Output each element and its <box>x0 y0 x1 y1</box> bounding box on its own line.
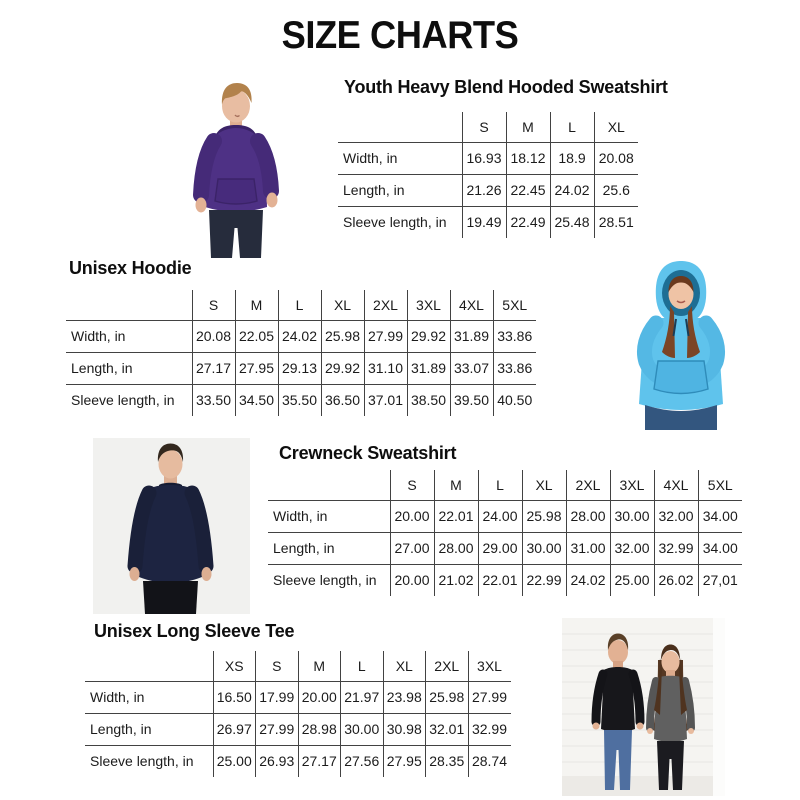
measurement-row <box>66 352 536 384</box>
measurement-value: 36.50 <box>321 384 364 416</box>
measurement-value: 38.50 <box>407 384 450 416</box>
measurement-row <box>338 206 638 238</box>
size-column-header: XL <box>594 112 638 142</box>
measurement-value: 33.50 <box>192 384 235 416</box>
measurement-value: 21.02 <box>434 564 478 596</box>
size-column-header: S <box>462 112 506 142</box>
man-pants <box>143 581 198 614</box>
size-column-header: 2XL <box>426 651 469 681</box>
size-column-header: M <box>298 651 341 681</box>
size-column-header: 5XL <box>493 290 536 320</box>
size-column-header: L <box>341 651 384 681</box>
measurement-value: 27,01 <box>698 564 742 596</box>
boy-left-hand <box>196 198 207 213</box>
size-column-header: 2XL <box>566 470 610 500</box>
size-table-unisex-hoodie <box>66 290 536 416</box>
size-column-header: M <box>506 112 550 142</box>
size-column-header: 5XL <box>698 470 742 500</box>
corner-cell <box>66 290 192 320</box>
measurement-value: 18.12 <box>506 142 550 174</box>
size-header-row <box>66 290 536 320</box>
section-heading-crewneck-sweatshirt: Crewneck Sweatshirt <box>279 443 457 463</box>
measurement-value: 27.17 <box>298 745 341 777</box>
measurement-label: Sleeve length, in <box>90 753 194 770</box>
measurement-value: 16.93 <box>462 142 506 174</box>
wall-edge <box>713 618 725 796</box>
size-table-crewneck-sweatshirt <box>268 470 742 596</box>
measurement-value: 29.00 <box>478 532 522 564</box>
measurement-value: 31.00 <box>566 532 610 564</box>
measurement-value: 27.99 <box>256 713 299 745</box>
measurement-label: Width, in <box>343 150 398 166</box>
measurement-value: 31.89 <box>450 320 493 352</box>
measurement-value: 22.49 <box>506 206 550 238</box>
photo-boy-purple-hoodie <box>148 78 320 258</box>
measurement-label: Length, in <box>343 182 405 198</box>
measurement-value: 24.02 <box>566 564 610 596</box>
measurement-value: 32.99 <box>468 713 511 745</box>
tee-woman-right-hand <box>688 728 694 734</box>
measurement-value: 21.26 <box>462 174 506 206</box>
measurement-value: 27.00 <box>390 532 434 564</box>
measurement-value: 20.00 <box>390 500 434 532</box>
measurement-label: Width, in <box>90 689 145 705</box>
measurement-value: 17.99 <box>256 681 299 713</box>
measurement-value: 20.00 <box>298 681 341 713</box>
measurement-row <box>85 713 511 745</box>
size-header-row <box>85 651 511 681</box>
boy-figure-illustration <box>148 78 320 258</box>
floor <box>562 776 725 796</box>
measurement-value: 28.00 <box>566 500 610 532</box>
measurement-value: 29.92 <box>321 352 364 384</box>
measurement-label: Length, in <box>71 360 133 376</box>
measurement-value: 22.05 <box>235 320 278 352</box>
measurement-value: 27.99 <box>364 320 407 352</box>
size-header-row <box>268 470 742 500</box>
couple-figure-illustration <box>562 618 725 796</box>
corner-cell <box>338 112 462 142</box>
measurement-value: 28.51 <box>594 206 638 238</box>
measurement-value: 22.01 <box>478 564 522 596</box>
page-title: SIZE CHARTS <box>281 14 519 57</box>
measurement-row <box>85 745 511 777</box>
size-column-header: 4XL <box>654 470 698 500</box>
section-heading-unisex-hoodie: Unisex Hoodie <box>69 258 192 278</box>
measurement-label: Width, in <box>273 508 328 524</box>
measurement-value: 25.98 <box>522 500 566 532</box>
man-figure-illustration <box>93 438 250 614</box>
size-header-row <box>338 112 638 142</box>
size-column-header: XL <box>522 470 566 500</box>
measurement-value: 22.01 <box>434 500 478 532</box>
measurement-value: 20.08 <box>192 320 235 352</box>
boy-right-hand <box>267 193 278 208</box>
measurement-value: 34.00 <box>698 532 742 564</box>
tee-woman-face <box>662 651 680 673</box>
size-column-header: 3XL <box>610 470 654 500</box>
measurement-value: 33.07 <box>450 352 493 384</box>
kangaroo-pocket <box>215 179 257 204</box>
measurement-value: 25.98 <box>321 320 364 352</box>
size-column-header: 2XL <box>364 290 407 320</box>
measurement-value: 34.50 <box>235 384 278 416</box>
measurement-row <box>338 142 638 174</box>
measurement-value: 29.92 <box>407 320 450 352</box>
measurement-value: 27.56 <box>341 745 384 777</box>
measurement-row <box>268 532 742 564</box>
measurement-value: 21.97 <box>341 681 384 713</box>
measurement-row <box>268 564 742 596</box>
woman-figure-illustration <box>590 256 772 430</box>
measurement-value: 28.98 <box>298 713 341 745</box>
size-column-header: 3XL <box>407 290 450 320</box>
size-column-header: XL <box>383 651 426 681</box>
man-left-hand <box>130 567 140 581</box>
measurement-value: 20.08 <box>594 142 638 174</box>
measurement-value: 22.99 <box>522 564 566 596</box>
size-table-unisex-long-sleeve-tee <box>85 651 511 777</box>
photo-couple-long-sleeve-tees <box>562 618 725 796</box>
measurement-value: 28.74 <box>468 745 511 777</box>
section-heading-youth-hooded-sweatshirt: Youth Heavy Blend Hooded Sweatshirt <box>344 77 668 97</box>
measurement-value: 39.50 <box>450 384 493 416</box>
measurement-row <box>338 174 638 206</box>
measurement-value: 26.97 <box>213 713 256 745</box>
measurement-value: 28.00 <box>434 532 478 564</box>
measurement-value: 32.00 <box>610 532 654 564</box>
tee-man-left-hand <box>593 723 600 730</box>
measurement-value: 32.99 <box>654 532 698 564</box>
tee-man-right-hand <box>637 723 644 730</box>
measurement-row <box>66 320 536 352</box>
size-column-header: 4XL <box>450 290 493 320</box>
measurement-value: 18.9 <box>550 142 594 174</box>
size-column-header: M <box>235 290 278 320</box>
measurement-label: Sleeve length, in <box>343 214 447 231</box>
measurement-value: 26.02 <box>654 564 698 596</box>
measurement-value: 35.50 <box>278 384 321 416</box>
measurement-value: 26.93 <box>256 745 299 777</box>
measurement-value: 25.00 <box>610 564 654 596</box>
measurement-value: 30.00 <box>610 500 654 532</box>
measurement-value: 34.00 <box>698 500 742 532</box>
kangaroo-pocket <box>654 361 708 394</box>
measurement-value: 25.98 <box>426 681 469 713</box>
size-column-header: L <box>550 112 594 142</box>
measurement-value: 28.35 <box>426 745 469 777</box>
measurement-value: 24.02 <box>550 174 594 206</box>
section-heading-unisex-long-sleeve-tee: Unisex Long Sleeve Tee <box>94 621 295 641</box>
measurement-value: 29.13 <box>278 352 321 384</box>
measurement-value: 30.98 <box>383 713 426 745</box>
measurement-value: 25.00 <box>213 745 256 777</box>
size-column-header: L <box>478 470 522 500</box>
photo-woman-blue-hoodie <box>590 256 772 430</box>
measurement-value: 33.86 <box>493 352 536 384</box>
measurement-row <box>268 500 742 532</box>
measurement-label: Sleeve length, in <box>71 392 175 409</box>
measurement-value: 27.95 <box>383 745 426 777</box>
size-column-header: S <box>192 290 235 320</box>
size-column-header: M <box>434 470 478 500</box>
measurement-value: 24.02 <box>278 320 321 352</box>
measurement-label: Length, in <box>90 721 152 737</box>
size-column-header: L <box>278 290 321 320</box>
measurement-value: 32.00 <box>654 500 698 532</box>
measurement-value: 27.17 <box>192 352 235 384</box>
measurement-value: 37.01 <box>364 384 407 416</box>
photo-man-navy-crewneck <box>93 438 250 614</box>
size-column-header: XL <box>321 290 364 320</box>
size-column-header: S <box>256 651 299 681</box>
measurement-value: 27.99 <box>468 681 511 713</box>
measurement-value: 23.98 <box>383 681 426 713</box>
measurement-value: 24.00 <box>478 500 522 532</box>
size-column-header: S <box>390 470 434 500</box>
measurement-value: 20.00 <box>390 564 434 596</box>
measurement-label: Width, in <box>71 328 126 344</box>
measurement-value: 30.00 <box>522 532 566 564</box>
measurement-value: 32.01 <box>426 713 469 745</box>
man-right-hand <box>202 567 212 581</box>
tee-woman-left-hand <box>647 728 653 734</box>
measurement-value: 30.00 <box>341 713 384 745</box>
measurement-value: 40.50 <box>493 384 536 416</box>
measurement-value: 31.10 <box>364 352 407 384</box>
measurement-value: 25.48 <box>550 206 594 238</box>
measurement-label: Sleeve length, in <box>273 572 377 589</box>
measurement-value: 27.95 <box>235 352 278 384</box>
size-column-header: XS <box>213 651 256 681</box>
measurement-value: 33.86 <box>493 320 536 352</box>
size-column-header: 3XL <box>468 651 511 681</box>
corner-cell <box>85 651 213 681</box>
measurement-row <box>85 681 511 713</box>
measurement-label: Length, in <box>273 540 335 556</box>
measurement-value: 16.50 <box>213 681 256 713</box>
measurement-row <box>66 384 536 416</box>
measurement-value: 31.89 <box>407 352 450 384</box>
measurement-value: 22.45 <box>506 174 550 206</box>
measurement-value: 19.49 <box>462 206 506 238</box>
measurement-value: 25.6 <box>594 174 638 206</box>
corner-cell <box>268 470 390 500</box>
size-table-youth-hooded-sweatshirt <box>338 112 638 238</box>
